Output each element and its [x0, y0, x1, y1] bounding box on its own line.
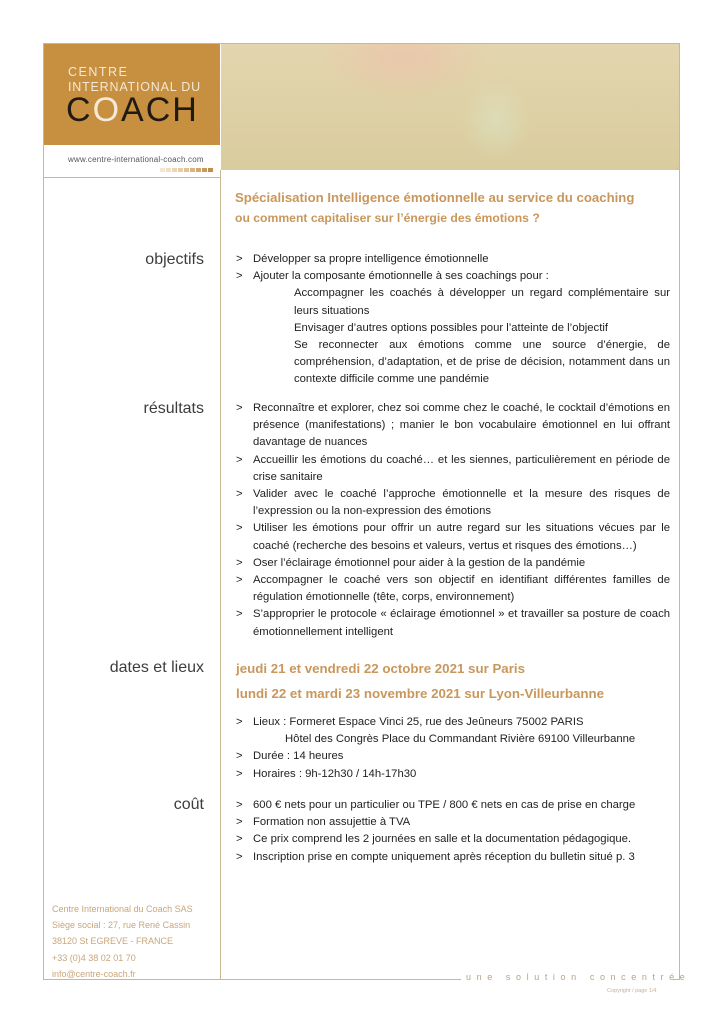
list-item: > Formation non assujettie à TVA — [236, 814, 670, 831]
swatch — [160, 168, 165, 172]
list-item: > Utiliser les émotions pour offrir un autre regard sur les situations vécues par le coaché (recherche des besoins et valeurs, vertus et risques des émotions…) — [236, 520, 670, 554]
address-line-1: Siège social : 27, rue René Cassin — [52, 920, 191, 931]
swatch — [190, 168, 195, 172]
section-dates-lieux — [236, 656, 670, 783]
sub-item: Se reconnecter aux émotions comme une source d’énergie, de compréhension, d’adaptation, et de prise de décision, notamment dans un contexte difficile comme une pandémie — [294, 339, 670, 386]
swatch — [202, 168, 207, 172]
label-dates-lieux: dates et lieux — [109, 659, 204, 676]
logo-line-international: INTERNATIONAL DU — [68, 80, 201, 94]
email-link[interactable]: info@centre-coach.fr — [52, 968, 136, 979]
list-item: > Accompagner le coaché vers son objectif en identifiant différentes familles de régulation émotionnelle (tête, corps, environnement) — [236, 572, 670, 606]
company-name: Centre International du Coach SAS — [52, 904, 193, 914]
chevron-bullet-icon: > — [236, 850, 243, 863]
chevron-bullet-icon: > — [236, 556, 243, 569]
logo-line-centre: CENTRE — [68, 65, 129, 79]
address-line-2: 38120 St EGREVE - FRANCE — [52, 936, 174, 947]
date-paris: jeudi 21 et vendredi 22 octobre 2021 sur Paris — [236, 661, 525, 676]
list-item: > 600 € nets pour un particulier ou TPE / 800 € nets en cas de prise en charge — [236, 797, 670, 814]
label-cout: coût — [173, 796, 204, 813]
chevron-bullet-icon: > — [236, 402, 243, 414]
logo-ach: ACH — [121, 91, 199, 129]
list-item-duree: > Durée : 14 heures — [236, 748, 670, 765]
chevron-bullet-icon: > — [236, 574, 243, 587]
list-item: > S’approprier le protocole « éclairage émotionnel » et travailler sa posture de coach émotionnellement intelligent — [236, 606, 670, 640]
chevron-bullet-icon: > — [236, 270, 243, 283]
label-objectifs: objectifs — [145, 251, 204, 268]
chevron-bullet-icon: > — [236, 767, 243, 780]
list-item: > Oser l’éclairage émotionnel pour aider à la gestion de la pandémie — [236, 555, 670, 572]
list-item: > Reconnaître et explorer, chez soi comme chez le coaché, le cocktail d’émotions en présence (manifestations) ; manier le bon vocabulaire émotionnel en lui offrant davantage de nuances — [236, 400, 670, 452]
tagline: une solution concentrée — [466, 972, 691, 982]
color-swatches — [160, 168, 213, 172]
sub-item: Accompagner les coachés à développer un regard complémentaire sur leurs situations — [294, 287, 670, 317]
section-resultats — [236, 400, 670, 641]
section-cout — [236, 797, 670, 866]
contact-block — [52, 901, 193, 982]
swatch — [178, 168, 183, 172]
list-item: > Ajouter la composante émotionnelle à ses coachings pour : — [236, 268, 670, 285]
copyright-page: Copyright / page 1/4 — [607, 988, 657, 994]
list-item: > Inscription prise en compte uniquement après réception du bulletin situé p. 3 — [236, 849, 670, 866]
title-line-1: Spécialisation Intelligence émotionnelle au service du coaching — [235, 190, 635, 205]
list-item-lieux: > Lieux : Formeret Espace Vinci 25, rue des Jeûneurs 75002 PARIS — [236, 714, 670, 731]
logo-wordmark-coach — [66, 91, 199, 130]
swatch — [196, 168, 201, 172]
chevron-bullet-icon: > — [236, 453, 243, 466]
logo-o-icon: O — [92, 91, 122, 129]
date-lyon: lundi 22 et mardi 23 novembre 2021 sur Lyon-Villeurbanne — [236, 686, 605, 701]
banner-image-bird — [221, 44, 679, 170]
chevron-bullet-icon: > — [236, 608, 243, 621]
list-item: > Accueillir les émotions du coaché… et les siennes, particulièrement en période de crise sanitaire — [236, 452, 670, 486]
swatch — [166, 168, 171, 172]
swatch — [172, 168, 177, 172]
chevron-bullet-icon: > — [236, 816, 243, 829]
logo-separator — [44, 177, 220, 178]
bird-wing-shape — [651, 108, 679, 170]
chevron-bullet-icon: > — [236, 833, 243, 846]
swatch — [208, 168, 213, 172]
column-divider — [220, 170, 221, 979]
label-resultats: résultats — [143, 400, 204, 417]
chevron-bullet-icon: > — [236, 799, 243, 811]
lieux-line-2: Hôtel des Congrès Place du Commandant Rivière 69100 Villeurbanne — [285, 733, 636, 746]
chevron-bullet-icon: > — [236, 253, 243, 265]
phone-number[interactable]: +33 (0)4 38 02 01 70 — [52, 952, 136, 963]
list-item: > Développer sa propre intelligence émotionnelle — [236, 251, 670, 268]
list-item-horaires: > Horaires : 9h-12h30 / 14h-17h30 — [236, 766, 670, 783]
section-objectifs — [236, 251, 670, 389]
list-item: > Ce prix comprend les 2 journées en salle et la documentation pédagogique. — [236, 831, 670, 848]
title-line-2: ou comment capitaliser sur l’énergie des émotions ? — [235, 211, 540, 225]
document-title — [235, 190, 680, 225]
swatch — [184, 168, 189, 172]
chevron-bullet-icon: > — [236, 716, 243, 728]
chevron-bullet-icon: > — [236, 750, 243, 763]
chevron-bullet-icon: > — [236, 522, 243, 535]
chevron-bullet-icon: > — [236, 488, 243, 501]
logo-c: C — [66, 91, 93, 129]
sub-item: Envisager d’autres options possibles pour l’atteinte de l’objectif — [294, 321, 608, 334]
website-url[interactable]: www.centre-international-coach.com — [68, 155, 204, 164]
list-item: > Valider avec le coaché l’approche émotionnelle et la mesure des risques de l’expression ou la non-expression des émotions — [236, 486, 670, 520]
